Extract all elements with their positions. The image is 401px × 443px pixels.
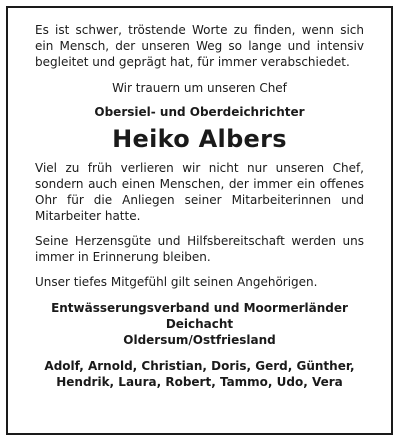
organization-block: [35, 300, 364, 348]
obituary-notice: [6, 6, 393, 435]
signatories-line-1: Adolf, Arnold, Christian, Doris, Gerd, Günther,: [44, 359, 355, 373]
organization-location: Oldersum/Ostfriesland: [123, 333, 276, 347]
condolence-paragraph: Unser tiefes Mitgefühl gilt seinen Angehörigen.: [35, 275, 318, 289]
deceased-rank: Obersiel- und Oberdeichrichter: [94, 105, 305, 119]
mourning-line: Wir trauern um unseren Chef: [112, 81, 287, 95]
signatories-line-2: Hendrik, Laura, Robert, Tammo, Udo, Vera: [56, 375, 343, 389]
tribute-paragraph-2: Seine Herzensgüte und Hilfsbereitschaft werden uns immer in Erinnerung bleiben.: [35, 234, 364, 264]
organization-name: Entwässerungsverband und Moormerländer Deichacht: [51, 301, 348, 331]
signatories-block: [35, 358, 364, 390]
tribute-paragraph-1: Viel zu früh verlieren wir nicht nur unseren Chef, sondern auch einen Menschen, der immer ein offenes Ohr für die Anliegen seiner Mitarbeiterinnen und Mitarbeiter hatte.: [35, 161, 364, 223]
deceased-name: Heiko Albers: [112, 125, 287, 153]
intro-paragraph: Es ist schwer, tröstende Worte zu finden, wenn sich ein Mensch, der unseren Weg so lange und intensiv begleitet und geprägt hat, für immer verabschiedet.: [35, 23, 364, 69]
